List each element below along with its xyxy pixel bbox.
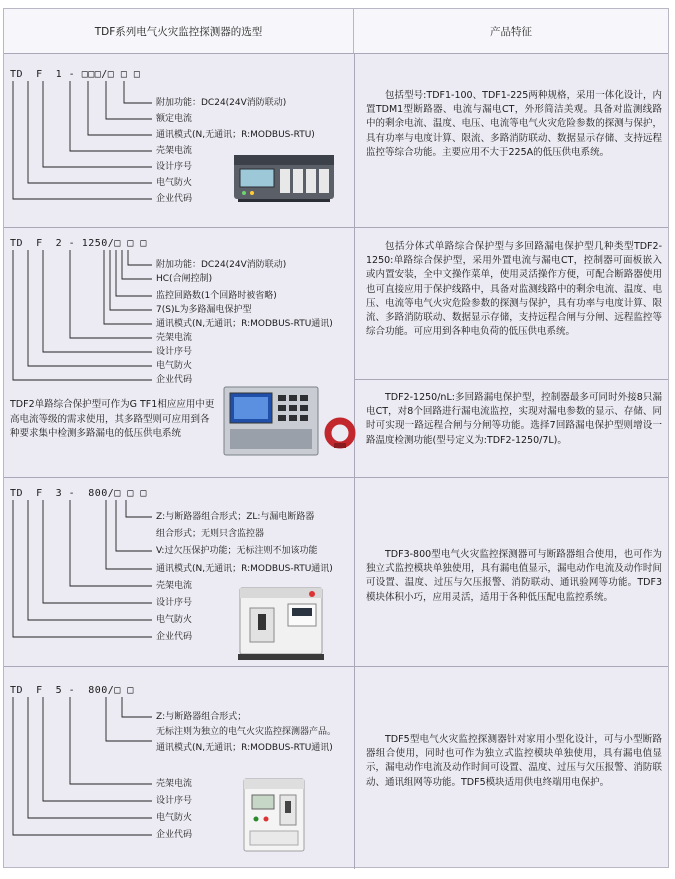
tdf2-controller-image	[222, 383, 320, 459]
label-electrical-fire: 电气防火	[156, 813, 193, 823]
label-breaker-combo-cont: 组合形式；无则只含监控器	[156, 529, 265, 539]
column-divider	[354, 53, 355, 869]
tdf2-description: 包括分体式单路综合保护型与多回路漏电保护型几种类型TDF2-1250:单路综合保护型，采用外置电流与漏电CT，控制器可面板嵌入或内置安装，全中文操作菜单，使用灵活操作方便，可配合断路器使用也可直接应用于保护线路中，具备对监测线路中的剩余电流、温度、电压、电流等电气火灾危险参数的探测与保护，具有功率与电度计算、限流、多路消防联动、数据显示存储，支持远程合闸与分闸、远程监控等综合功能。可应用到各种电负荷的低压供电系统。	[366, 241, 662, 338]
label-rated-current: 额定电流	[156, 114, 193, 124]
label-company-code: 企业代码	[156, 194, 193, 204]
tdf2-note: TDF2单路综合保护型可作为G TF1相应应用中更高电流等级的需求使用，其多路型则可应用到各种要求集中检测多路漏电的低压供电系统	[10, 399, 215, 439]
tdf3-description: TDF3-800型电气火灾监控探测器可与断路器组合使用，也可作为独立式监控模块单独使用，具有漏电值显示，漏电动作电流及动作时间可设置、温度、过压与欠压报警、消防联动、通讯验网等功能。TDF3模块体积小巧，应用灵活，适用于各种低压配电监控系统。	[366, 549, 662, 603]
label-comm-mode: 通讯模式(N,无通讯；R:MODBUS-RTU)	[156, 130, 315, 140]
label-company-code: 企业代码	[156, 375, 193, 385]
label-design-no: 设计序号	[156, 347, 193, 357]
label-comm-mode: 通讯模式(N,无通讯；R:MODBUS-RTU通讯)	[156, 319, 333, 329]
tdf5-description: TDF5型电气火灾监控探测器针对家用小型化设计，可与小型断路器组合使用，同时也可作为独立式监控模块单独使用，具有漏电值显示，漏电动作电流及动作时间可设置、温度、过压与欠压报警、消防联动、通讯组网等功能。TDF5模块适用供电终端用电保护。	[366, 734, 662, 788]
label-design-no: 设计序号	[156, 162, 193, 172]
label-frame-current: 壳架电流	[156, 581, 193, 591]
tdf3-breaker-image	[236, 582, 326, 662]
leakage-ct-ring-image	[324, 417, 356, 449]
label-design-no: 设计序号	[156, 598, 193, 608]
label-multi-leakage: 7(S)L为多路漏电保护型	[156, 305, 252, 315]
model-code-tdf5: TD F 5 - 800/□ □	[10, 685, 134, 696]
label-comm-mode: 通讯模式(N,无通讯；R:MODBUS-RTU通讯)	[156, 564, 333, 574]
tdf1-description: 包括型号:TDF1-100、TDF1-225两种规格，采用一体化设计，内置TDM1型断路器、电流与漏电CT，外形简洁美观。具备对监测线路中的剩余电流、温度、电压、电流等电气火灾危险参数的探测与保护，具有功率与电度计算、限流、多路消防联动、数据显示存储、支持远程监控等综合功能。主要应用不大于225A的低压供电系统。	[366, 90, 662, 158]
model-code-tdf3: TD F 3 - 800/□ □ □	[10, 488, 147, 499]
label-electrical-fire: 电气防火	[156, 361, 193, 371]
label-voltage-protection: V:过欠压保护功能；无标注则不加该功能	[156, 546, 318, 556]
label-company-code: 企业代码	[156, 830, 193, 840]
label-additional-function: 附加功能：DC24(24V消防联动)	[156, 260, 287, 270]
label-frame-current: 壳架电流	[156, 779, 193, 789]
header-selection: TDF系列电气火灾监控探测器的选型	[4, 9, 354, 53]
label-design-no: 设计序号	[156, 796, 193, 806]
label-frame-current: 壳架电流	[156, 146, 193, 156]
row-subdivider	[354, 379, 668, 380]
model-code-tdf1: TD F 1 - □□□/□ □ □	[10, 69, 141, 80]
tdf1-device-image	[232, 147, 336, 203]
label-circuit-count: 监控回路数(1个回路时被省略)	[156, 291, 277, 301]
label-comm-mode: 通讯模式(N,无通讯；R:MODBUS-RTU通讯)	[156, 743, 333, 753]
label-closing-control: HC(合闸控制)	[156, 274, 213, 284]
header-features: 产品特征	[354, 9, 668, 53]
label-breaker-combo: Z:与断路器组合形式；ZL:与漏电断路器	[156, 512, 315, 522]
label-standalone: 无标注则为独立的电气火灾监控探测器产品。	[156, 727, 337, 737]
tdf2-multi-description: TDF2-1250/nL:多回路漏电保护型，控制器最多可同时外接8只漏电CT，对8个回路进行漏电流监控，实现对漏电参数的显示、存储、同时可实现一路远程合闸与分闸等功能。选择7回路漏电保护型则增设一路温度检测功能(型号定义为:TDF2-1250/7L)。	[366, 392, 662, 446]
label-additional-function: 附加功能：DC24(24V消防联动)	[156, 98, 287, 108]
model-code-tdf2: TD F 2 - 1250/□ □ □	[10, 238, 147, 249]
label-electrical-fire: 电气防火	[156, 615, 193, 625]
label-company-code: 企业代码	[156, 632, 193, 642]
selection-table	[3, 8, 669, 868]
tdf5-module-image	[240, 775, 308, 855]
label-electrical-fire: 电气防火	[156, 178, 193, 188]
label-breaker-combo: Z:与断路器组合形式；	[156, 712, 247, 722]
label-frame-current: 壳架电流	[156, 333, 193, 343]
